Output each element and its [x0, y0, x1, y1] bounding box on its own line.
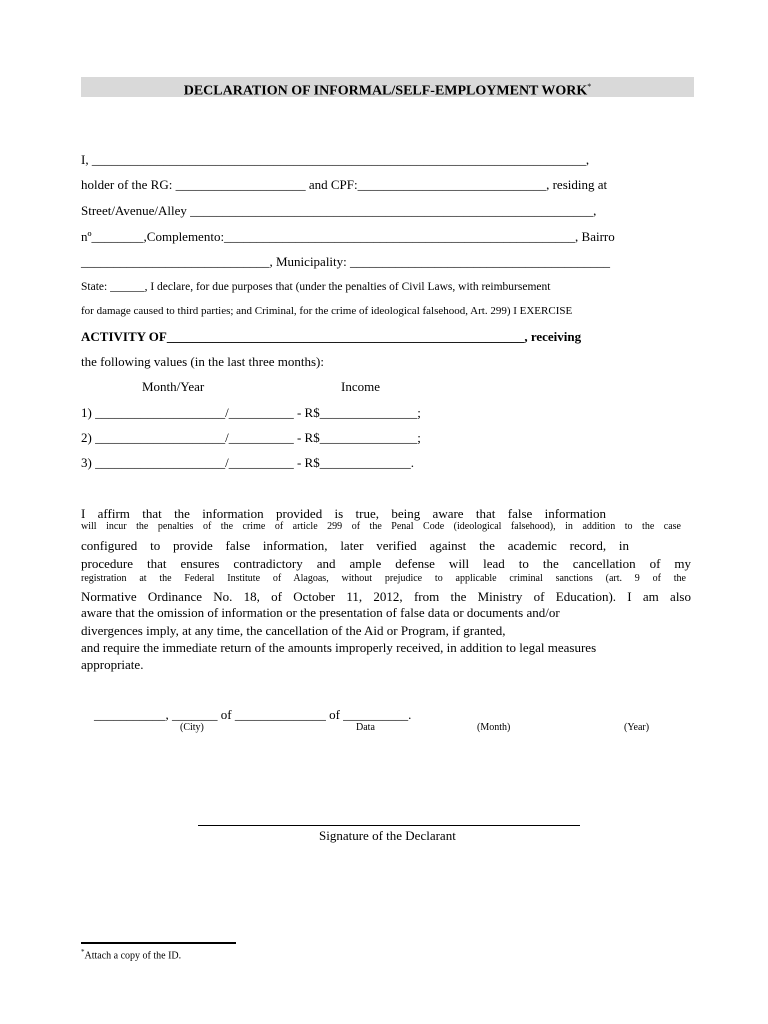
form-line-municipality: _____________________________, Municipality: ________________________________________	[81, 254, 611, 269]
form-line-street: Street/Avenue/Alley ______________________________________________________________,	[81, 203, 597, 218]
date-month-label: (Month)	[477, 722, 511, 733]
form-line-number: nº________,Complemento:______________________________________________________, Bairro	[81, 229, 615, 244]
signature-line	[198, 825, 580, 826]
date-city-label: (City)	[180, 722, 204, 733]
affirmation-line: Normative Ordinance No. 18, of October 11, 2012, from the Ministry of Education). I am also	[81, 589, 691, 604]
title-text: DECLARATION OF INFORMAL/SELF-EMPLOYMENT WORK	[183, 83, 588, 99]
form-line-state: State: ______, I declare, for due purposes that (under the penalties of Civil Laws, with reimbursement	[81, 281, 551, 293]
affirmation-line: registration at the Federal Institute of Alagoas, without prejudice to applicable criminal sanctions (art. 9 of the	[81, 573, 686, 584]
date-line: ___________, _______ of ______________ of __________.	[94, 707, 412, 722]
signature-label: Signature of the Declarant	[319, 828, 456, 843]
affirmation-line: appropriate.	[81, 657, 144, 672]
affirmation-line: will incur the penalties of the crime of article 299 of the Penal Code (ideological falsehood), in addition to the case	[81, 521, 681, 532]
date-year-label: (Year)	[624, 722, 650, 733]
income-header-month: Month/Year	[142, 379, 205, 394]
income-row: 1) ____________________/__________ - R$_______________;	[81, 405, 421, 420]
form-line-rg-cpf: holder of the RG: ____________________ and CPF:_____________________________, residing at	[81, 177, 608, 192]
affirmation-line: I affirm that the information provided is true, being aware that false information	[81, 506, 606, 521]
form-line-values: the following values (in the last three months):	[81, 354, 324, 369]
footnote-text: Attach a copy of the ID.	[84, 950, 182, 962]
footnote-marker: *	[81, 948, 85, 956]
date-data-label: Data	[356, 722, 375, 733]
affirmation-line: aware that the omission of information or the presentation of false data or documents and/or	[81, 605, 560, 620]
title-footnote-marker: *	[587, 82, 592, 91]
form-line-name: I, ____________________________________________________________________________,	[81, 152, 590, 167]
footnote-rule	[81, 942, 236, 944]
affirmation-line: divergences imply, at any time, the cancellation of the Aid or Program, if granted,	[81, 623, 506, 638]
income-header-income: Income	[341, 379, 380, 394]
affirmation-line: configured to provide false information, later verified against the academic record, in	[81, 538, 629, 553]
form-line-criminal: for damage caused to third parties; and Criminal, for the crime of ideological falsehood, Art. 299) I EXERCISE	[81, 305, 573, 317]
form-line-activity: ACTIVITY OF_______________________________________________________, receiving	[81, 329, 582, 344]
document-title	[81, 77, 694, 97]
affirmation-line: procedure that ensures contradictory and ample defense will lead to the cancellation of my	[81, 556, 691, 571]
income-row: 3) ____________________/__________ - R$______________.	[81, 455, 414, 470]
footnote	[81, 948, 181, 961]
income-row: 2) ____________________/__________ - R$_______________;	[81, 430, 421, 445]
affirmation-line: and require the immediate return of the amounts improperly received, in addition to legal measures	[81, 640, 597, 655]
